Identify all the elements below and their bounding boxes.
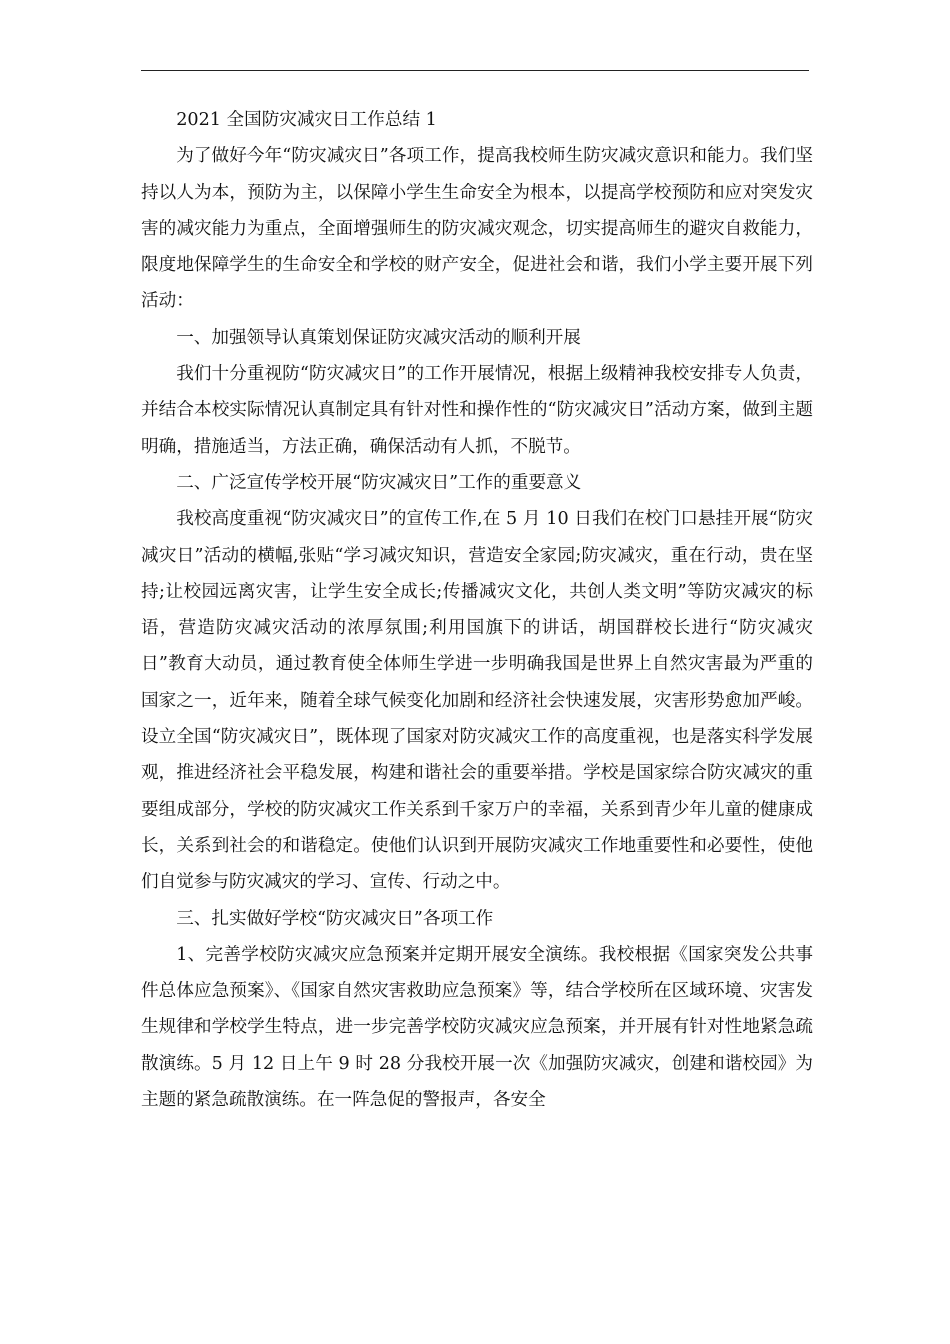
section-paragraph-3: 1、完善学校防灾减灾应急预案并定期开展安全演练。我校根据《国家突发公共事件总体应急预案》、《国家自然灾害救助应急预案》等，结合学校所在区域环境、灾害发生规律和学校学生特点，进一步完善学校防灾减灾应急预案，并开展有针对性地紧急疏散演练。5 月 12 日上午 9 时 28 分我校开展一次《加强防灾减灾，创建和谐校园》为主题的紧急疏散演练。在一阵急促的警报声，各安全 xyxy=(141,944,813,1111)
header-rule xyxy=(141,70,809,71)
document-body xyxy=(141,102,813,1118)
document-title: 2021 全国防灾减灾日工作总结 1 xyxy=(176,110,437,130)
section-heading-2: 二、广泛宣传学校开展“防灾减灾日”工作的重要意义 xyxy=(176,472,582,493)
section-paragraph-2: 我校高度重视“防灾减灾日”的宣传工作,在 5 月 10 日我们在校门口悬挂开展“防灾减灾日”活动的横幅,张贴“学习减灾知识，营造安全家园;防灾减灾，重在行动，贵在坚持;让校园远离灾害，让学生安全成长;传播减灾文化，共创人类文明”等防灾减灾的标语，营造防灾减灾活动的浓厚氛围;利用国旗下的讲话，胡国群校长进行“防灾减灾日”教育大动员，通过教育使全体师生学进一步明确我国是世界上自然灾害最为严重的国家之一，近年来，随着全球气候变化加剧和经济社会快速发展，灾害形势愈加严峻。设立全国“防灾减灾日”，既体现了国家对防灾减灾工作的高度重视，也是落实科学发展观，推进经济社会平稳发展，构建和谐社会的重要举措。学校是国家综合防灾减灾的重要组成部分，学校的防灾减灾工作关系到千家万户的幸福，关系到青少年儿童的健康成长，关系到社会的和谐稳定。使他们认识到开展防灾减灾工作地重要性和必要性，使他们自觉参与防灾减灾的学习、宣传、行动之中。 xyxy=(141,509,813,893)
section-heading-3: 三、扎实做好学校“防灾减灾日”各项工作 xyxy=(176,908,494,929)
section-heading-1: 一、加强领导认真策划保证防灾减灾活动的顺利开展 xyxy=(176,327,581,348)
intro-paragraph: 为了做好今年“防灾减灾日”各项工作，提高我校师生防灾减灾意识和能力。我们坚持以人为本，预防为主，以保障小学生生命安全为根本，以提高学校预防和应对突发灾害的减灾能力为重点，全面增强师生的防灾减灾观念，切实提高师生的避灾自救能力，限度地保障学生的生命安全和学校的财产安全，促进社会和谐，我们小学主要开展下列活动： xyxy=(141,146,813,312)
section-paragraph-1: 我们十分重视防“防灾减灾日”的工作开展情况，根据上级精神我校安排专人负责，并结合本校实际情况认真制定具有针对性和操作性的“防灾减灾日”活动方案，做到主题明确，措施适当，方法正确，确保活动有人抓，不脱节。 xyxy=(141,364,813,457)
